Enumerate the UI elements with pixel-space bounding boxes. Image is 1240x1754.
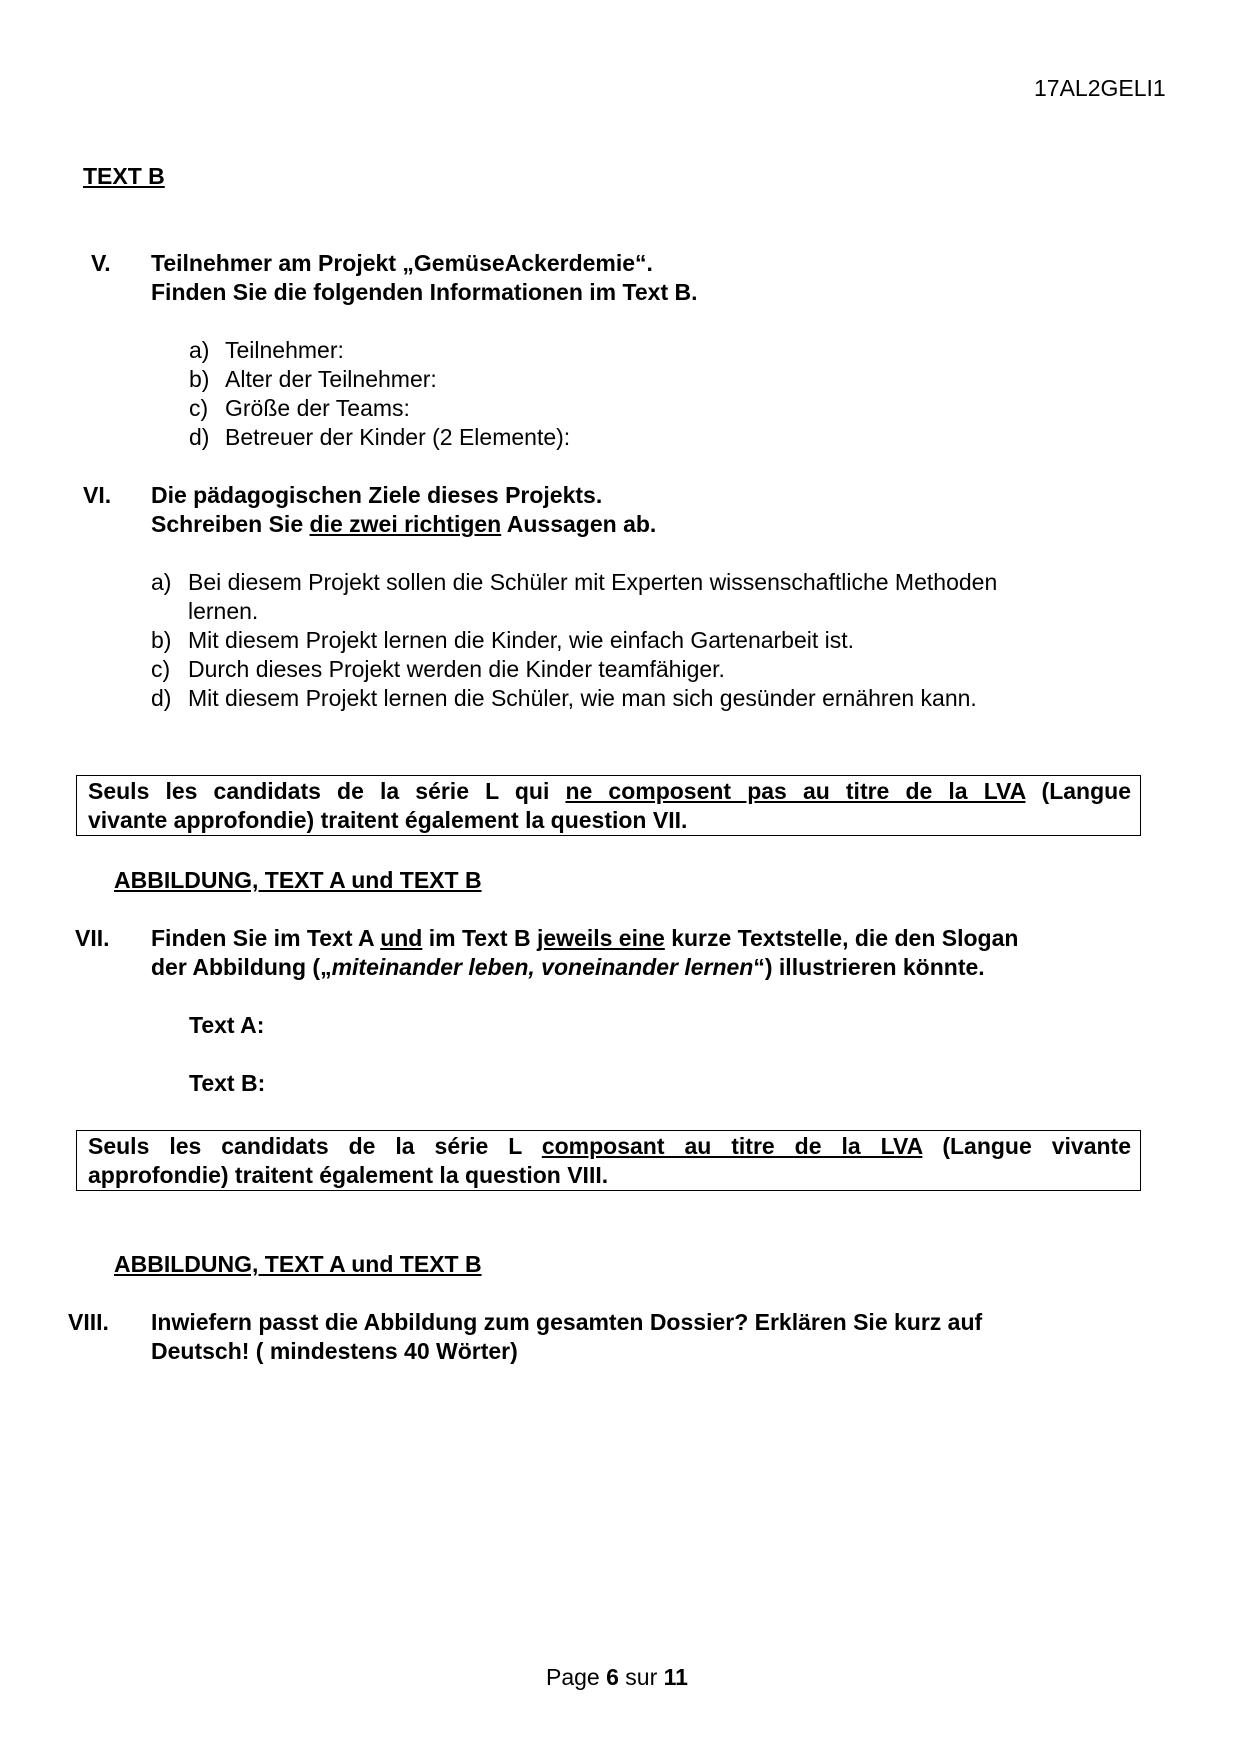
question-v-number: V.	[91, 250, 111, 276]
question-v-item-c: c)	[189, 395, 209, 421]
question-v-item-b: b)	[189, 366, 210, 392]
section-heading-abbildung: ABBILDUNG, TEXT A und TEXT B	[114, 867, 482, 893]
instruction-text: Aussagen ab.	[501, 511, 657, 537]
answer-label-text-b: Text B:	[189, 1070, 266, 1096]
notice-line1: Seuls les candidats de la série L composant au titre de la LVA (Langue vivante	[88, 1133, 1131, 1159]
question-vi-line2	[151, 510, 656, 539]
notice-box-lva-included	[76, 1130, 1141, 1191]
question-v-item-a	[189, 336, 209, 365]
question-vi-number: VI.	[83, 482, 112, 508]
question-vi-item-a: a)	[151, 569, 172, 595]
question-vi-item-a-text: Bei diesem Projekt sollen die Schüler mit Experten wissenschaftliche Methoden	[188, 569, 998, 595]
question-v-item-a-text: Teilnehmer:	[225, 337, 344, 363]
question-vii-line2: der Abbildung („miteinander leben, voneinander lernen“) illustrieren könnte.	[151, 954, 985, 980]
document-code: 17AL2GELI1	[1034, 75, 1166, 101]
answer-label-text-a: Text A:	[189, 1012, 265, 1038]
notice-line2: vivante approfondie) traitent également la question VII.	[88, 807, 688, 833]
question-vii-number: VII.	[75, 925, 110, 951]
question-vi-item-a-cont: lernen.	[188, 598, 259, 624]
question-v-item-b-text: Alter der Teilnehmer:	[225, 366, 437, 392]
question-v-item-d: d)	[189, 424, 210, 450]
instruction-text: Schreiben Sie	[151, 511, 310, 537]
emphasis-und: und	[380, 925, 423, 951]
section-heading-abbildung-2: ABBILDUNG, TEXT A und TEXT B	[114, 1251, 482, 1277]
notice-line2: approfondie) traitent également la question VIII.	[88, 1162, 609, 1188]
text-b-heading: TEXT B	[83, 163, 165, 189]
current-page: 6	[606, 1664, 619, 1690]
emphasis-jeweils-eine: jeweils eine	[536, 925, 665, 951]
notice-line1: Seuls les candidats de la série L qui ne composent pas au titre de la LVA (Langue	[88, 778, 1131, 804]
notice-emphasis: ne composent pas au titre de la LVA	[565, 778, 1026, 804]
question-v-item-d-text: Betreuer der Kinder (2 Elemente):	[225, 424, 571, 450]
notice-emphasis: composant au titre de la LVA	[541, 1133, 923, 1159]
question-viii-line2: Deutsch! ( mindestens 40 Wörter)	[151, 1338, 518, 1364]
question-vi-item-b: b)	[151, 627, 172, 653]
question-vi-line1: Die pädagogischen Ziele dieses Projekts.	[151, 482, 603, 508]
slogan-text: miteinander leben, voneinander lernen	[331, 954, 754, 980]
total-pages: 11	[663, 1664, 688, 1690]
question-vi-item-b-text: Mit diesem Projekt lernen die Kinder, wie einfach Gartenarbeit ist.	[188, 627, 855, 653]
question-vi-item-d: d)	[151, 685, 172, 711]
notice-box-lva-excluded	[76, 775, 1141, 836]
question-vi-item-d-text: Mit diesem Projekt lernen die Schüler, wie man sich gesünder ernähren kann.	[188, 685, 977, 711]
question-v-line1: Teilnehmer am Projekt „GemüseAckerdemie“.	[151, 250, 653, 276]
question-vii-line1: Finden Sie im Text A und im Text B jeweils eine kurze Textstelle, die den Slogan	[151, 925, 1019, 951]
question-viii-line1: Inwiefern passt die Abbildung zum gesamten Dossier? Erklären Sie kurz auf	[151, 1309, 983, 1335]
item-letter: a)	[189, 337, 210, 363]
question-v-item-c-text: Größe der Teams:	[225, 395, 410, 421]
question-vi-item-c-text: Durch dieses Projekt werden die Kinder teamfähiger.	[188, 656, 725, 682]
question-v-line2: Finden Sie die folgenden Informationen im Text B.	[151, 279, 698, 305]
page-number: Page 6 sur 11	[546, 1664, 688, 1690]
instruction-emphasis: die zwei richtigen	[309, 511, 502, 537]
question-vi-item-c: c)	[151, 656, 171, 682]
question-viii-number: VIII.	[68, 1309, 109, 1335]
